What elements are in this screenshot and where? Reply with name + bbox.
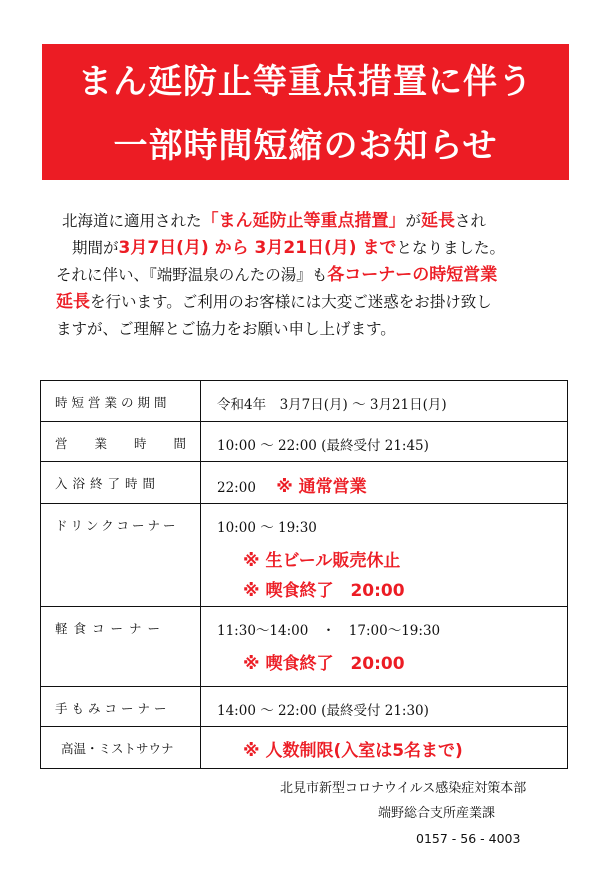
value-text: 10:00 ～ 19:30 [217,520,317,536]
schedule-table [40,380,568,769]
title-banner [42,44,569,180]
label-char: 業 [94,436,107,451]
label-text: ドリンクコーナー [55,518,179,533]
row-value [201,381,568,422]
row-label [41,727,201,769]
label-text: 軽食コーナー [55,621,167,636]
value-text: 14:00 ～ 22:00 (最終受付 21:30) [217,703,429,719]
intro-highlight: 延長 [421,211,456,231]
label-char: 時 [133,436,147,451]
note-text: ※ 喫食終了 20:00 [243,581,405,601]
footer-contact [280,776,570,851]
row-label [41,422,201,462]
intro-line-2 [62,235,572,262]
table-row [41,381,568,422]
row-label [41,504,201,607]
row-label [41,462,201,504]
intro-highlight: 「まん延防止等重点措置」 [201,211,406,231]
intro-line-4 [56,289,572,316]
note-text: ※ 人数制限(入室は5名まで) [243,741,463,761]
value-text: 22:00 [217,480,256,496]
row-value [201,727,568,769]
label-text: 手もみコーナー [55,701,171,716]
intro-text-segment: それに伴い、『端野温泉のんたの湯』も [56,266,328,284]
footer-department: 端野総合支所産業課 [378,806,496,821]
label-char: 営 [55,436,68,451]
table-row [41,462,568,504]
row-value [201,687,568,727]
row-value [201,504,568,607]
table-row [41,504,568,607]
table-row [41,607,568,687]
label-char: 間 [173,436,186,451]
intro-highlight: 延長 [56,292,90,312]
label-text: 入浴終了時間 [55,476,161,491]
row-value [201,462,568,504]
footer-organization: 北見市新型コロナウイルス感染症対策本部 [280,781,527,796]
intro-text-segment: され [455,212,487,230]
note-text: ※ 喫食終了 20:00 [243,654,405,674]
intro-text-segment: 期間が [72,239,119,257]
note-text: ※ 通常営業 [276,477,367,497]
row-value [201,422,568,462]
intro-text-segment: となりました。 [396,239,506,257]
table-row [41,422,568,462]
intro-text-segment: を行います。ご利用のお客様には大変ご迷惑をお掛け致し [90,293,492,311]
intro-text [56,208,572,343]
table-row [41,727,568,769]
label-spread [55,434,200,452]
note-text: ※ 生ビール販売休止 [243,551,401,571]
intro-text-segment: が [405,212,422,230]
value-text: 10:00 ～ 22:00 (最終受付 21:45) [217,438,429,454]
intro-highlight: 各コーナーの時短営業 [327,265,498,285]
value-text: 令和4年 3月7日(月) ～ 3月21日(月) [217,397,447,413]
row-label [41,381,201,422]
row-label [41,687,201,727]
row-label [41,607,201,687]
footer-phone: 0157 - 56 - 4003 [416,831,521,846]
title-line-2: 一部時間短縮のお知らせ [113,126,498,166]
table-row [41,687,568,727]
title-line-1: まん延防止等重点措置に伴う [78,62,533,102]
intro-line-5 [56,316,572,343]
label-text: 高温・ミストサウナ [61,741,174,756]
intro-text-segment: ますが、ご理解とご協力をお願い申し上げます。 [56,320,396,338]
value-text: 11:30～14:00 ・ 17:00～19:30 [217,623,441,639]
label-text: 時短営業の期間 [55,395,171,410]
intro-highlight: 3月7日(月) から 3月21日(月) まで [118,238,397,258]
intro-line-3 [56,262,572,289]
intro-line-1 [62,208,572,235]
row-value [201,607,568,687]
intro-text-segment: 北海道に適用された [62,212,202,230]
